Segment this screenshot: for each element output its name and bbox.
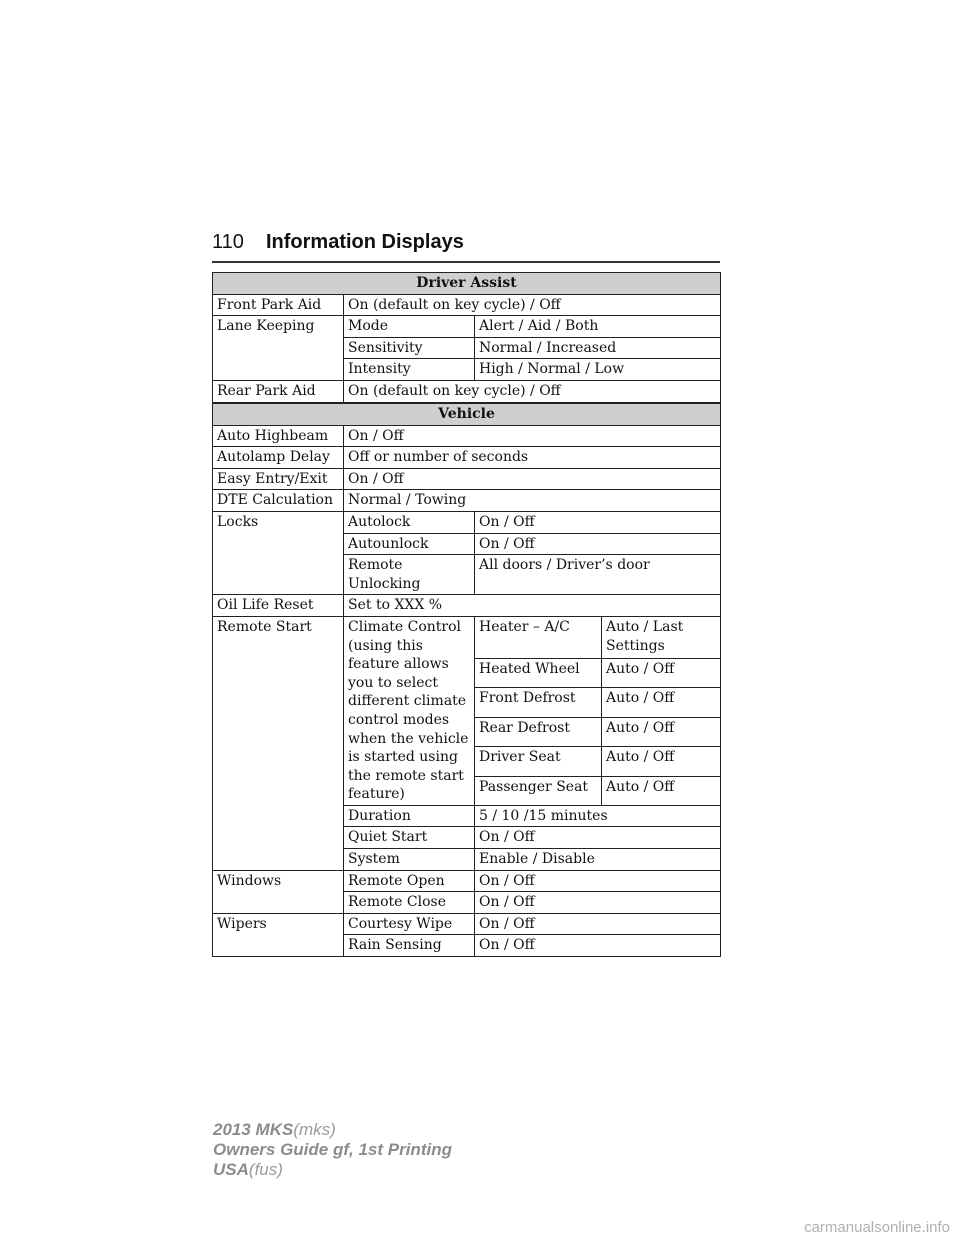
row-value: Normal / Towing bbox=[344, 490, 721, 512]
setting-label: System bbox=[344, 849, 475, 871]
page-number: 110 bbox=[212, 231, 244, 253]
setting-value: On / Off bbox=[475, 511, 721, 533]
header-rule bbox=[212, 261, 720, 263]
vehicle-table bbox=[212, 403, 721, 957]
row-label: Easy Entry/Exit bbox=[213, 468, 344, 490]
setting-value: Auto / Off bbox=[602, 717, 721, 746]
setting-label: Autolock bbox=[344, 511, 475, 533]
table-row bbox=[213, 595, 721, 617]
setting-value: Auto / Off bbox=[602, 747, 721, 776]
table-row bbox=[213, 425, 721, 447]
setting-value: Normal / Increased bbox=[475, 337, 721, 359]
driver-assist-table bbox=[212, 272, 721, 403]
row-label: DTE Calculation bbox=[213, 490, 344, 512]
row-label: Rear Park Aid bbox=[213, 380, 344, 402]
table-row bbox=[213, 404, 721, 426]
page-title: Information Displays bbox=[266, 231, 464, 253]
setting-value: Auto / Last Settings bbox=[602, 616, 721, 658]
row-label: Autolamp Delay bbox=[213, 447, 344, 469]
row-value: Set to XXX % bbox=[344, 595, 721, 617]
setting-value: All doors / Driver’s door bbox=[475, 555, 721, 595]
table-row bbox=[213, 468, 721, 490]
footer-line: USA(fus) bbox=[213, 1160, 283, 1179]
page-header bbox=[212, 229, 720, 263]
setting-label: Driver Seat bbox=[475, 747, 602, 776]
setting-label: Sensitivity bbox=[344, 337, 475, 359]
setting-label: Remote Open bbox=[344, 870, 475, 892]
row-value: On (default on key cycle) / Off bbox=[344, 380, 721, 402]
setting-value: Alert / Aid / Both bbox=[475, 316, 721, 338]
row-label: Front Park Aid bbox=[213, 294, 344, 316]
print-footer bbox=[213, 1120, 452, 1180]
row-value: On / Off bbox=[344, 425, 721, 447]
setting-label: Remote Close bbox=[344, 892, 475, 914]
setting-value: Auto / Off bbox=[602, 776, 721, 805]
table-row bbox=[213, 380, 721, 402]
setting-label: Duration bbox=[344, 805, 475, 827]
table-row bbox=[213, 913, 721, 935]
setting-value: On / Off bbox=[475, 533, 721, 555]
setting-label: Remote Unlocking bbox=[344, 555, 475, 595]
setting-value: On / Off bbox=[475, 827, 721, 849]
setting-label: Heated Wheel bbox=[475, 659, 602, 688]
row-label: Wipers bbox=[213, 913, 344, 956]
setting-label: Rain Sensing bbox=[344, 935, 475, 957]
table-row bbox=[213, 870, 721, 892]
table-row bbox=[213, 316, 721, 338]
setting-label: Mode bbox=[344, 316, 475, 338]
table-row bbox=[213, 447, 721, 469]
row-value: Off or number of seconds bbox=[344, 447, 721, 469]
setting-value: On / Off bbox=[475, 913, 721, 935]
setting-label: Rear Defrost bbox=[475, 717, 602, 746]
footer-line: Owners Guide gf, 1st Printing bbox=[213, 1140, 452, 1159]
row-value: On / Off bbox=[344, 468, 721, 490]
setting-value: On / Off bbox=[475, 935, 721, 957]
setting-label: Front Defrost bbox=[475, 688, 602, 717]
setting-label: Quiet Start bbox=[344, 827, 475, 849]
setting-label: Heater – A/C bbox=[475, 616, 602, 658]
setting-value: 5 / 10 /15 minutes bbox=[475, 805, 721, 827]
table-row bbox=[213, 294, 721, 316]
row-label: Auto Highbeam bbox=[213, 425, 344, 447]
row-label: Oil Life Reset bbox=[213, 595, 344, 617]
setting-label: Courtesy Wipe bbox=[344, 913, 475, 935]
row-value: On (default on key cycle) / Off bbox=[344, 294, 721, 316]
table-row bbox=[213, 273, 721, 295]
footer-line: 2013 MKS(mks) bbox=[213, 1120, 336, 1139]
setting-label: Climate Control (using this feature allows you to select different climate control modes when the vehicle is started using the remote start feature) bbox=[344, 616, 475, 805]
section-heading: Vehicle bbox=[213, 404, 721, 426]
setting-value: On / Off bbox=[475, 870, 721, 892]
table-row bbox=[213, 511, 721, 533]
setting-value: Enable / Disable bbox=[475, 849, 721, 871]
table-row bbox=[213, 616, 721, 658]
row-label: Lane Keeping bbox=[213, 316, 344, 381]
section-heading: Driver Assist bbox=[213, 273, 721, 295]
setting-value: On / Off bbox=[475, 892, 721, 914]
setting-label: Autounlock bbox=[344, 533, 475, 555]
setting-label: Passenger Seat bbox=[475, 776, 602, 805]
setting-value: Auto / Off bbox=[602, 659, 721, 688]
setting-value: High / Normal / Low bbox=[475, 359, 721, 381]
row-label: Windows bbox=[213, 870, 344, 913]
setting-value: Auto / Off bbox=[602, 688, 721, 717]
row-label: Remote Start bbox=[213, 616, 344, 870]
setting-label: Intensity bbox=[344, 359, 475, 381]
table-row bbox=[213, 490, 721, 512]
row-label: Locks bbox=[213, 511, 344, 594]
watermark: carmanualsonline.info bbox=[804, 1219, 950, 1236]
